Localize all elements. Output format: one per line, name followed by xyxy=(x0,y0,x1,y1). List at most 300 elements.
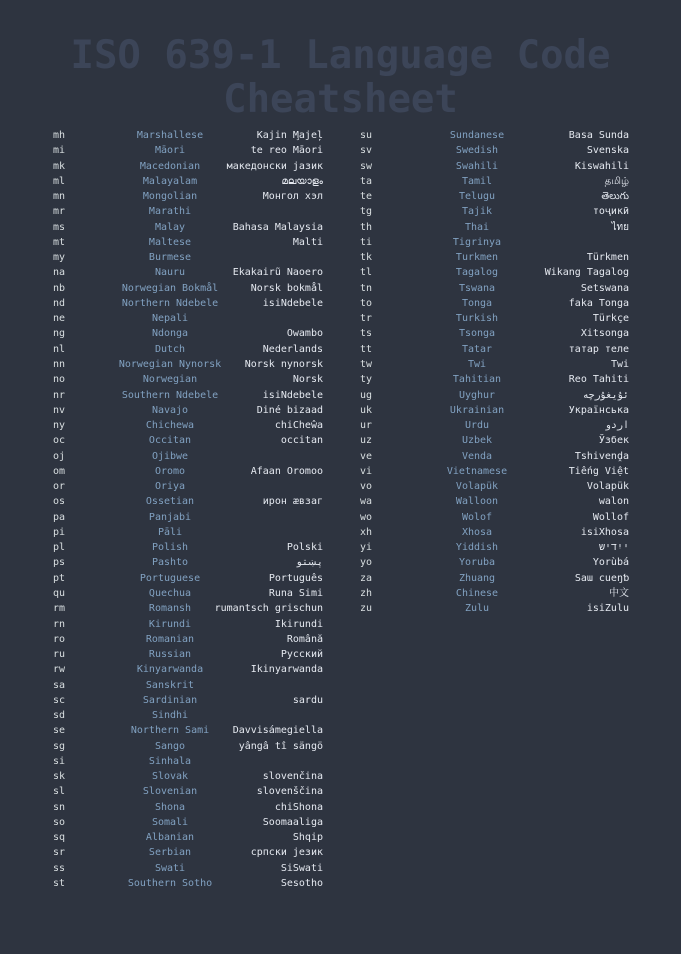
language-code: so xyxy=(53,816,66,828)
language-code: tt xyxy=(360,343,373,355)
language-native-name: rumantsch grischun xyxy=(214,603,323,615)
language-name: Pashto xyxy=(151,557,189,569)
language-code: su xyxy=(360,130,373,141)
language-native-name: sardu xyxy=(292,694,323,706)
language-name: Navajo xyxy=(151,404,189,416)
language-name: Macedonian xyxy=(139,160,201,172)
language-code: uk xyxy=(360,404,373,416)
language-code: yi xyxy=(360,542,373,554)
language-row xyxy=(53,662,323,677)
language-code: sq xyxy=(53,832,66,844)
language-native-name: Ekakairũ Naoero xyxy=(232,267,323,279)
language-native-name: తెలుగు xyxy=(601,191,629,203)
language-row xyxy=(53,311,323,326)
language-code: nv xyxy=(53,404,66,416)
page-title-line-1: ISO 639-1 Language Code xyxy=(70,33,611,78)
language-code: ro xyxy=(53,633,66,645)
language-native-name: Norsk xyxy=(292,374,323,386)
language-native-name: Xitsonga xyxy=(580,328,629,340)
language-row xyxy=(53,754,323,769)
language-native-name: Basa Sunda xyxy=(568,130,629,141)
language-code: th xyxy=(360,221,373,233)
language-code: si xyxy=(53,755,66,767)
language-row xyxy=(360,494,629,509)
language-name: Norwegian Nynorsk xyxy=(118,358,222,370)
language-code: te xyxy=(360,191,373,203)
language-native-name: ирон æвзаг xyxy=(262,496,323,508)
language-row xyxy=(53,433,323,448)
language-native-name: Yorùbá xyxy=(592,557,629,569)
language-column-right xyxy=(360,128,629,617)
language-code: tl xyxy=(360,267,373,279)
language-code: ru xyxy=(53,649,66,661)
language-native-name: ไทย xyxy=(611,221,629,233)
language-name: Sundanese xyxy=(449,130,505,141)
language-name: Zulu xyxy=(464,603,490,615)
language-native-name: Português xyxy=(268,572,323,584)
language-row xyxy=(360,525,629,540)
language-row xyxy=(53,510,323,525)
language-name: Walloon xyxy=(455,496,499,508)
language-native-name: தமிழ் xyxy=(604,175,629,187)
language-native-name: Svenska xyxy=(586,145,629,157)
language-name: Chichewa xyxy=(145,420,195,432)
language-code: ug xyxy=(360,389,373,401)
language-code: mk xyxy=(53,160,66,172)
language-code: ur xyxy=(360,420,373,432)
language-native-name: српски језик xyxy=(250,847,323,859)
language-row xyxy=(53,326,323,341)
language-code: ms xyxy=(53,221,66,233)
language-code: yo xyxy=(360,557,373,569)
language-code: xh xyxy=(360,526,373,538)
language-name: Tswana xyxy=(458,282,496,294)
language-name: Sinhala xyxy=(148,755,192,767)
language-row xyxy=(53,693,323,708)
language-row xyxy=(360,342,629,357)
language-native-name: Kiswahili xyxy=(574,160,629,172)
language-native-name: اردو xyxy=(604,420,629,432)
language-row xyxy=(360,372,629,387)
language-code: pa xyxy=(53,511,66,523)
language-name: Northern Sami xyxy=(130,725,210,737)
language-code: qu xyxy=(53,587,66,599)
language-name: Tsonga xyxy=(458,328,496,340)
language-row xyxy=(53,723,323,738)
language-native-name: Saɯ cueŋƅ xyxy=(574,572,629,584)
language-name: Tajik xyxy=(461,206,493,218)
language-name: Ukrainian xyxy=(449,404,505,416)
language-code: sv xyxy=(360,145,373,157)
language-code: ve xyxy=(360,450,373,462)
language-row xyxy=(53,800,323,815)
language-code: ng xyxy=(53,328,66,340)
language-code: my xyxy=(53,252,66,264)
page-title xyxy=(0,34,681,122)
language-native-name: Norsk nynorsk xyxy=(244,358,323,370)
language-native-name: occitan xyxy=(280,435,323,447)
language-name: Kinyarwanda xyxy=(136,664,204,676)
language-code: mh xyxy=(53,130,66,141)
language-row xyxy=(360,510,629,525)
language-native-name: slovenčina xyxy=(262,771,323,783)
language-row xyxy=(53,739,323,754)
language-row xyxy=(360,479,629,494)
language-name: Shona xyxy=(154,801,186,813)
language-native-name: Polski xyxy=(286,542,323,554)
language-name: Slovenian xyxy=(142,786,198,798)
language-name: Turkmen xyxy=(455,252,499,264)
language-name: Southern Sotho xyxy=(127,878,213,890)
language-name: Occitan xyxy=(148,435,192,447)
language-native-name: Tiếng Việt xyxy=(568,465,629,477)
language-native-name: Ўзбек xyxy=(598,435,629,447)
language-row xyxy=(53,296,323,311)
language-row xyxy=(53,845,323,860)
language-native-name: Volapük xyxy=(586,481,629,493)
language-row xyxy=(53,403,323,418)
language-name: Urdu xyxy=(464,420,490,432)
language-name: Slovak xyxy=(151,771,189,783)
language-name: Kirundi xyxy=(148,618,192,630)
language-code: pi xyxy=(53,526,66,538)
language-row xyxy=(360,128,629,143)
language-row xyxy=(53,235,323,250)
language-code: nn xyxy=(53,358,66,370)
language-native-name: Soomaaliga xyxy=(262,816,323,828)
language-name: Oromo xyxy=(154,465,186,477)
language-name: Southern Ndebele xyxy=(121,389,219,401)
language-code: wo xyxy=(360,511,373,523)
language-code: sw xyxy=(360,160,373,172)
language-row xyxy=(360,204,629,219)
language-row xyxy=(53,601,323,616)
language-native-name: македонски јазик xyxy=(226,160,323,172)
language-native-name: Norsk bokmål xyxy=(250,282,323,294)
language-code: mt xyxy=(53,236,66,248)
language-name: Malay xyxy=(154,221,186,233)
language-row xyxy=(53,571,323,586)
language-row xyxy=(53,555,323,570)
language-name: Yoruba xyxy=(458,557,496,569)
language-code: sk xyxy=(53,771,66,783)
language-name: Malayalam xyxy=(142,175,198,187)
language-code: nr xyxy=(53,389,66,401)
language-code: tn xyxy=(360,282,373,294)
language-row xyxy=(53,784,323,799)
language-name: Sango xyxy=(154,740,186,752)
language-row xyxy=(360,433,629,448)
language-native-name: Runa Simi xyxy=(268,587,323,599)
language-row xyxy=(53,525,323,540)
language-name: Sanskrit xyxy=(145,679,195,691)
language-row xyxy=(53,815,323,830)
language-name: Oriya xyxy=(154,481,186,493)
language-row xyxy=(360,159,629,174)
language-native-name: Malti xyxy=(292,236,323,248)
language-name: Twi xyxy=(467,358,487,370)
language-native-name: Українська xyxy=(568,404,629,416)
language-native-name: Reo Tahiti xyxy=(568,374,629,386)
language-name: Russian xyxy=(148,649,192,661)
language-row xyxy=(360,235,629,250)
language-code: zh xyxy=(360,587,373,599)
language-code: tg xyxy=(360,206,373,218)
language-code: se xyxy=(53,725,66,737)
language-code: no xyxy=(53,374,66,386)
language-row xyxy=(360,357,629,372)
language-row xyxy=(360,571,629,586)
language-native-name: Nederlands xyxy=(262,343,323,355)
language-name: Venda xyxy=(461,450,493,462)
language-name: Sardinian xyxy=(142,694,198,706)
language-row xyxy=(360,174,629,189)
language-native-name: Wikang Tagalog xyxy=(544,267,629,279)
language-code: sg xyxy=(53,740,66,752)
language-row xyxy=(360,296,629,311)
language-code: vo xyxy=(360,481,373,493)
language-native-name: Diné bizaad xyxy=(256,404,323,416)
language-name: Marshallese xyxy=(136,130,204,141)
language-native-name: Kajin M̧ajeļ xyxy=(256,130,323,141)
language-name: Somali xyxy=(151,816,189,828)
language-row xyxy=(53,281,323,296)
language-native-name: Монгол хэл xyxy=(262,191,323,203)
language-code: vi xyxy=(360,465,373,477)
language-name: Uyghur xyxy=(458,389,496,401)
language-row xyxy=(53,708,323,723)
language-name: Telugu xyxy=(458,191,496,203)
language-native-name: yângâ tî sängö xyxy=(238,740,323,752)
language-name: Chinese xyxy=(455,587,499,599)
language-name: Polish xyxy=(151,542,189,554)
language-code: ny xyxy=(53,420,66,432)
language-name: Portuguese xyxy=(139,572,201,584)
language-row xyxy=(360,281,629,296)
language-row xyxy=(360,418,629,433)
language-row xyxy=(53,632,323,647)
language-row xyxy=(53,617,323,632)
language-row xyxy=(360,403,629,418)
language-code: ml xyxy=(53,175,66,187)
language-name: Uzbek xyxy=(461,435,493,447)
language-name: Maltese xyxy=(148,236,192,248)
language-row xyxy=(360,601,629,616)
language-code: oc xyxy=(53,435,66,447)
language-row xyxy=(360,586,629,601)
language-row xyxy=(53,540,323,555)
language-name: Wolof xyxy=(461,511,493,523)
language-name: Marathi xyxy=(148,206,192,218)
language-name: Turkish xyxy=(455,313,499,325)
language-code: sa xyxy=(53,679,66,691)
language-native-name: ייִדיש xyxy=(598,542,629,554)
language-native-name: Tshivenḓa xyxy=(574,450,629,462)
language-column-left xyxy=(53,128,323,891)
page-title-line-2: Cheatsheet xyxy=(223,77,458,122)
language-code: sn xyxy=(53,801,66,813)
language-code: sl xyxy=(53,786,66,798)
language-code: ty xyxy=(360,374,373,386)
language-row xyxy=(53,372,323,387)
language-name: Sindhi xyxy=(151,710,189,722)
language-name: Norwegian Bokmål xyxy=(121,282,219,294)
language-code: ss xyxy=(53,862,66,874)
language-code: oj xyxy=(53,450,66,462)
language-name: Tigrinya xyxy=(452,236,502,248)
language-row xyxy=(360,388,629,403)
language-code: rm xyxy=(53,603,66,615)
language-native-name: Shqip xyxy=(292,832,323,844)
language-code: mn xyxy=(53,191,66,203)
language-name: Tamil xyxy=(461,175,493,187)
language-name: Romansh xyxy=(148,603,192,615)
language-code: to xyxy=(360,297,373,309)
language-row xyxy=(360,326,629,341)
language-name: Burmese xyxy=(148,252,192,264)
language-name: Albanian xyxy=(145,832,195,844)
language-native-name: ئۇيغۇرچە xyxy=(583,389,629,401)
language-code: nb xyxy=(53,282,66,294)
language-code: sr xyxy=(53,847,66,859)
language-row xyxy=(53,830,323,845)
language-native-name: slovenščina xyxy=(256,786,323,798)
language-row xyxy=(53,220,323,235)
language-code: sd xyxy=(53,710,66,722)
language-name: Ossetian xyxy=(145,496,195,508)
language-row xyxy=(53,204,323,219)
language-name: Tonga xyxy=(461,297,493,309)
language-code: os xyxy=(53,496,66,508)
language-native-name: татар теле xyxy=(568,343,629,355)
language-name: Māori xyxy=(154,145,186,157)
language-row xyxy=(53,479,323,494)
language-native-name: Bahasa Malaysia xyxy=(232,221,323,233)
language-native-name: Setswana xyxy=(580,282,629,294)
language-code: nd xyxy=(53,297,66,309)
language-native-name: te reo Māori xyxy=(250,145,323,157)
language-row xyxy=(53,388,323,403)
language-code: or xyxy=(53,481,66,493)
language-native-name: Afaan Oromoo xyxy=(250,465,323,477)
language-name: Swahili xyxy=(455,160,499,172)
language-row xyxy=(360,220,629,235)
language-name: Tagalog xyxy=(455,267,499,279)
language-native-name: Türkmen xyxy=(586,252,629,264)
language-row xyxy=(53,128,323,143)
language-native-name: chiShona xyxy=(274,801,323,813)
language-name: Quechua xyxy=(148,587,192,599)
language-row xyxy=(53,876,323,891)
language-row xyxy=(53,143,323,158)
language-row xyxy=(53,250,323,265)
language-name: Panjabi xyxy=(148,511,192,523)
language-code: ts xyxy=(360,328,373,340)
language-code: uz xyxy=(360,435,373,447)
language-name: Swedish xyxy=(455,145,499,157)
language-row xyxy=(53,265,323,280)
language-native-name: walon xyxy=(598,496,629,508)
language-name: Ndonga xyxy=(151,328,189,340)
language-code: sc xyxy=(53,694,66,706)
language-native-name: faka Tonga xyxy=(568,297,629,309)
language-native-name: Ikirundi xyxy=(274,618,323,630)
language-row xyxy=(53,342,323,357)
language-row xyxy=(360,464,629,479)
language-row xyxy=(53,174,323,189)
language-name: Northern Ndebele xyxy=(121,297,219,309)
language-code: zu xyxy=(360,603,373,615)
language-native-name: chiCheŵa xyxy=(274,420,323,432)
language-code: pt xyxy=(53,572,66,584)
language-native-name: isiNdebele xyxy=(262,389,323,401)
language-code: tw xyxy=(360,358,373,370)
language-row xyxy=(53,494,323,509)
language-code: tk xyxy=(360,252,373,264)
language-row xyxy=(360,449,629,464)
language-code: ta xyxy=(360,175,373,187)
language-native-name: 中文 xyxy=(609,587,629,599)
language-name: Ojibwe xyxy=(151,450,189,462)
language-code: mi xyxy=(53,145,66,157)
language-code: ne xyxy=(53,313,66,325)
language-code: pl xyxy=(53,542,66,554)
language-name: Romanian xyxy=(145,633,195,645)
language-native-name: Türkçe xyxy=(592,313,629,325)
language-name: Dutch xyxy=(154,343,186,355)
language-row xyxy=(53,464,323,479)
language-row xyxy=(53,159,323,174)
language-row xyxy=(360,311,629,326)
language-row xyxy=(360,540,629,555)
language-native-name: Ikinyarwanda xyxy=(250,664,323,676)
language-row xyxy=(360,189,629,204)
language-name: Nepali xyxy=(151,313,189,325)
language-native-name: Wollof xyxy=(592,511,629,523)
language-code: rw xyxy=(53,664,66,676)
language-name: Zhuang xyxy=(458,572,496,584)
language-name: Mongolian xyxy=(142,191,198,203)
language-native-name: മലയാളം xyxy=(281,175,323,187)
language-native-name: Davvisámegiella xyxy=(232,725,323,737)
language-name: Vietnamese xyxy=(446,465,508,477)
language-name: Yiddish xyxy=(455,542,499,554)
language-code: rn xyxy=(53,618,66,630)
language-name: Serbian xyxy=(148,847,192,859)
language-code: om xyxy=(53,465,66,477)
language-name: Pāli xyxy=(157,526,183,538)
language-name: Thai xyxy=(464,221,490,233)
language-code: za xyxy=(360,572,373,584)
language-row xyxy=(360,250,629,265)
language-row xyxy=(53,189,323,204)
language-code: tr xyxy=(360,313,373,325)
language-native-name: Sesotho xyxy=(280,878,323,890)
language-name: Tatar xyxy=(461,343,493,355)
language-row xyxy=(53,357,323,372)
language-row xyxy=(53,418,323,433)
language-native-name: Twi xyxy=(610,358,629,370)
language-row xyxy=(53,586,323,601)
language-code: wa xyxy=(360,496,373,508)
language-native-name: Русский xyxy=(280,649,323,661)
language-name: Nauru xyxy=(154,267,186,279)
language-code: ps xyxy=(53,557,66,569)
language-name: Norwegian xyxy=(142,374,198,386)
language-native-name: isiXhosa xyxy=(580,526,629,538)
language-code: nl xyxy=(53,343,66,355)
language-name: Tahitian xyxy=(452,374,502,386)
